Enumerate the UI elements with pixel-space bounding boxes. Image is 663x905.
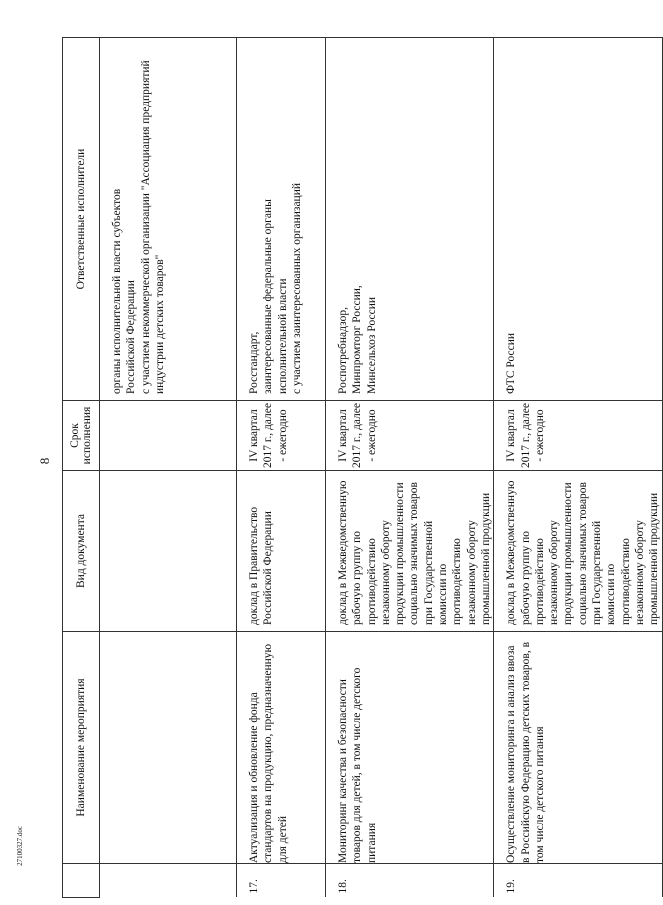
row-measure-name xyxy=(100,632,237,864)
row-document-type xyxy=(100,471,237,632)
row-document-type: доклад в Правительство Российской Федерации xyxy=(237,471,326,632)
responsible-line: с участием заинтересованных организаций xyxy=(290,182,303,394)
row-number xyxy=(100,864,237,898)
document-footer: 27100327.doc xyxy=(16,826,24,866)
row-deadline xyxy=(100,401,237,471)
responsible-line: Минсельхоз России xyxy=(365,296,378,394)
column-header-number xyxy=(63,864,100,898)
page-number: 8 xyxy=(37,457,52,465)
row-deadline: IV квартал 2017 г., далее - ежегодно xyxy=(494,401,662,471)
row-number: 19. xyxy=(494,864,662,898)
row-deadline: IV квартал 2017 г., далее - ежегодно xyxy=(326,401,494,471)
column-header-responsible: Ответственные исполнители xyxy=(63,38,100,401)
row-measure-name: Актуализация и обновление фонда стандартов на продукцию, предназначенную для детей xyxy=(237,632,326,864)
row-document-type: доклад в Межведомственную рабочую группу по противодействию незаконному обороту продукции промышленности социально значимых товаров при Государственной комиссии по противодействию незаконному обороту промышленной продукции xyxy=(494,471,662,632)
responsible-line: органы исполнительной власти субъектов Российской Федерации xyxy=(111,188,138,394)
responsible-line: Роспотребнадзор, xyxy=(337,307,349,394)
column-header-term: Срок исполнения xyxy=(63,401,100,471)
table-row xyxy=(237,38,326,898)
column-header-name: Наименование мероприятия xyxy=(63,632,100,864)
rotated-page-content xyxy=(62,38,661,898)
row-deadline: IV квартал 2017 г., далее - ежегодно xyxy=(237,401,326,471)
row-number: 17. xyxy=(237,864,326,898)
row-responsible xyxy=(326,38,494,401)
responsible-line: Росстандарт, xyxy=(248,331,260,394)
responsible-line: Минпромторг России, xyxy=(351,285,364,394)
table-header-row xyxy=(63,38,100,898)
row-responsible xyxy=(237,38,326,401)
row-measure-name: Мониторинг качества и безопасности товаров для детей, в том числе детского питания xyxy=(326,632,494,864)
measures-table xyxy=(62,37,663,898)
responsible-line: заинтересованные федеральные органы исполнительной власти xyxy=(262,199,289,394)
column-header-doc: Вид документа xyxy=(63,471,100,632)
row-measure-name: Осуществление мониторинга и анализ ввоза в Российскую Федерацию детских товаров, в том числе детского питания xyxy=(494,632,662,864)
row-document-type: доклад в Межведомственную рабочую группу по противодействию незаконному обороту продукции промышленности социально значимых товаров при Государственной комиссии по противодействию незаконному обороту промышленной продукции xyxy=(326,471,494,632)
table-row xyxy=(326,38,494,898)
row-responsible: ФТС России xyxy=(494,38,662,401)
table-row xyxy=(100,38,237,898)
row-number: 18. xyxy=(326,864,494,898)
responsible-line: с участием некоммерческой организации "Ассоциация предприятий индустрии детских товаров" xyxy=(139,60,166,394)
row-responsible xyxy=(100,38,237,401)
table-row xyxy=(494,38,662,898)
